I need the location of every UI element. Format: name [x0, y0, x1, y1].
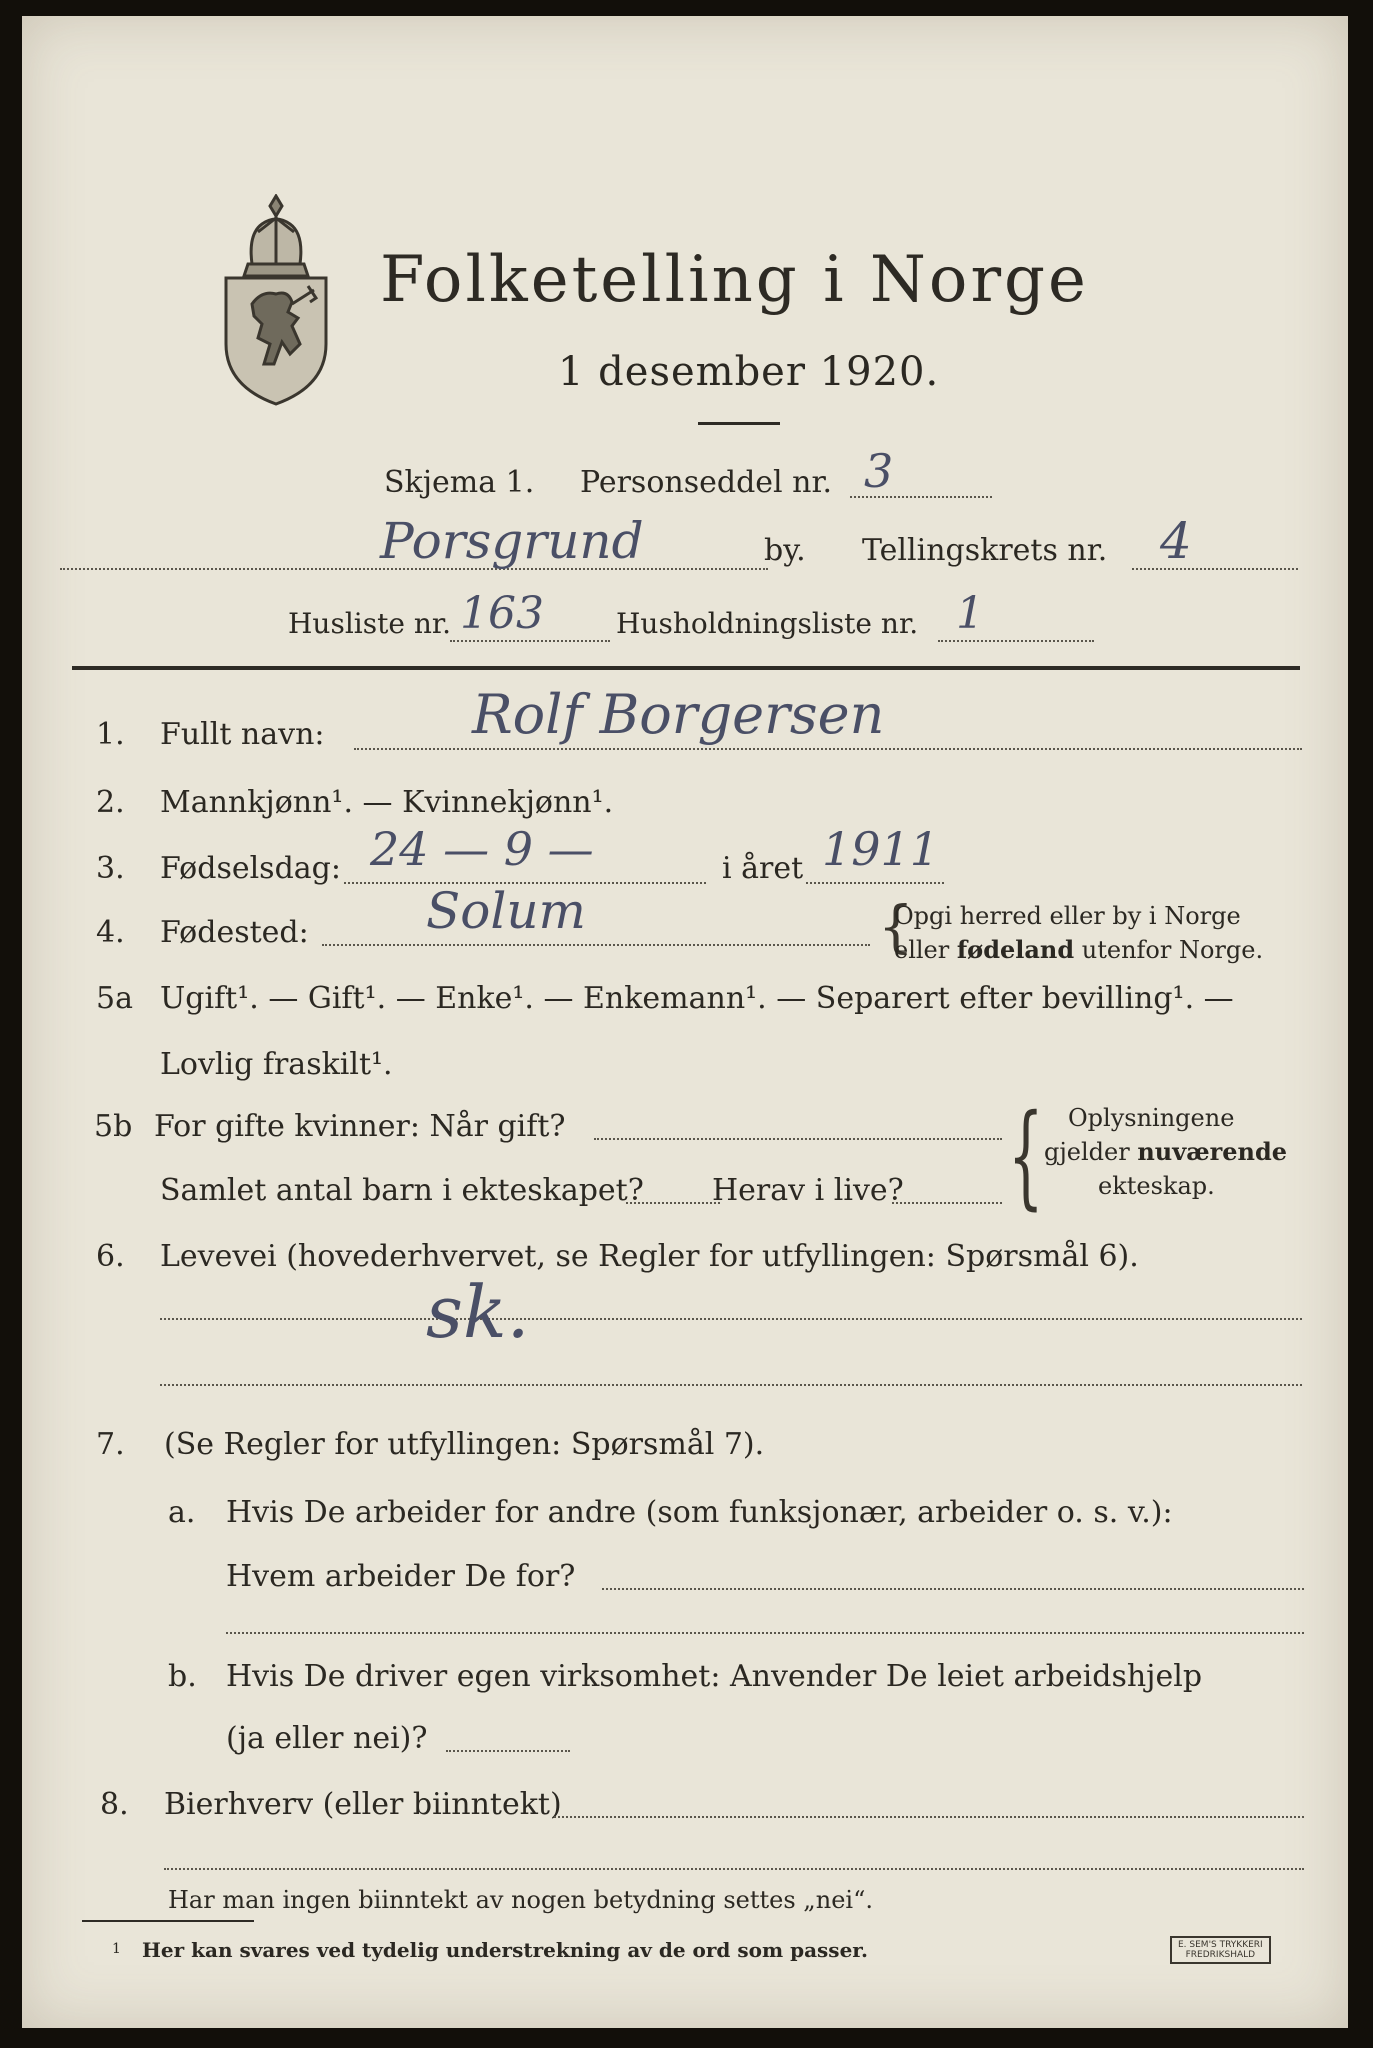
q4-note-line2: eller fødeland utenfor Norge. [894, 935, 1264, 964]
census-form-page [22, 16, 1348, 2028]
q5a-label: Ugift¹. — Gift¹. — Enke¹. — Enkemann¹. — Separert efter bevilling¹. — [160, 981, 1234, 1016]
husliste-label: Husliste nr. [288, 607, 452, 640]
q1-label: Fullt navn: [160, 717, 325, 752]
q3-label: Fødselsdag: [160, 851, 341, 886]
q1-number: 1. [96, 717, 125, 752]
q7a-letter: a. [168, 1495, 196, 1530]
q8-line-2 [164, 1868, 1304, 1870]
q5b-note-line3: ekteskap. [1098, 1172, 1215, 1200]
q7a-label: Hvis De arbeider for andre (som funksjonær, arbeider o. s. v.): [226, 1495, 1173, 1530]
q4-line [322, 944, 870, 946]
husliste-line [450, 640, 610, 642]
footnote-divider [82, 1920, 254, 1922]
by-label: by. [764, 533, 806, 568]
footnote-text: Her kan svares ved tydelig understrekning av de ord som passer. [142, 1938, 868, 1962]
header-divider [72, 666, 1300, 670]
census-date: 1 desember 1920. [558, 349, 940, 395]
q7a-line-1 [602, 1588, 1304, 1590]
q6-number: 6. [96, 1239, 125, 1274]
printer-stamp: E. SEM'S TRYKKERI FREDRIKSHALD [1170, 1936, 1271, 1964]
q8-line-1 [554, 1816, 1304, 1818]
tellingskrets-line [1132, 568, 1298, 570]
q6-line-2 [160, 1384, 1302, 1386]
q5a-number: 5a [96, 981, 133, 1016]
q4-note-brace: { [878, 895, 914, 960]
husliste-value: 163 [460, 588, 544, 639]
tellingskrets-value: 4 [1160, 512, 1192, 570]
q3-year-line [806, 882, 944, 884]
q7a-line-2 [226, 1632, 1304, 1634]
footnote-marker: 1 [112, 1941, 121, 1957]
personseddel-value: 3 [864, 444, 894, 498]
q5b-label: For gifte kvinner: Når gift? [154, 1109, 566, 1144]
title-divider [698, 422, 780, 425]
q3-number: 3. [96, 851, 125, 886]
q7-number: 7. [96, 1427, 125, 1462]
q8-label: Bierhverv (eller biinntekt) [164, 1787, 562, 1822]
form-title: Folketelling i Norge [380, 243, 1089, 317]
q5a-label-continued: Lovlig fraskilt¹. [160, 1047, 393, 1082]
birthplace-value: Solum [426, 882, 586, 940]
q7b-line [446, 1750, 570, 1752]
place-value: Porsgrund [380, 512, 644, 570]
q7b-question: (ja eller nei)? [226, 1721, 428, 1756]
q5b-when-line [594, 1138, 1002, 1140]
occupation-value: sk. [426, 1270, 530, 1354]
q8-note: Har man ingen biinntekt av nogen betydning settes „nei“. [168, 1886, 873, 1914]
q4-note-line1: Opgi herred eller by i Norge [894, 902, 1241, 930]
q1-line [354, 748, 1302, 750]
birth-date-value: 24 — 9 — [370, 822, 594, 876]
husholdningsliste-value: 1 [956, 588, 984, 639]
q4-number: 4. [96, 915, 125, 950]
q7b-letter: b. [168, 1659, 197, 1694]
q5b-children-line [626, 1202, 720, 1204]
q2-number: 2. [96, 785, 125, 820]
tellingskrets-label: Tellingskrets nr. [862, 533, 1108, 568]
q2-label: Mannkjønn¹. — Kvinnekjønn¹. [160, 785, 614, 820]
q5b-number: 5b [94, 1109, 133, 1144]
q5b-note-line1: Oplysningene [1068, 1104, 1235, 1132]
q5b-alive-label: Herav i live? [712, 1173, 904, 1208]
q5b-alive-line [892, 1202, 1002, 1204]
q5b-children-label: Samlet antal barn i ekteskapet? [160, 1173, 644, 1208]
q4-label: Fødested: [160, 915, 309, 950]
birth-year-value: 1911 [822, 822, 940, 876]
q6-label: Levevei (hovederhvervet, se Regler for utfyllingen: Spørsmål 6). [160, 1239, 1139, 1274]
norwegian-coat-of-arms-icon [218, 194, 334, 408]
personseddel-label: Personseddel nr. [580, 465, 833, 500]
q5b-note-brace: { [1008, 1091, 1044, 1221]
husholdningsliste-label: Husholdningsliste nr. [616, 607, 919, 640]
q3-year-label: i året [722, 851, 804, 886]
schema-label: Skjema 1. [384, 465, 535, 500]
q5b-note-line2: gjelder nuværende [1044, 1137, 1288, 1166]
q7-label: (Se Regler for utfyllingen: Spørsmål 7). [164, 1427, 765, 1462]
q7b-label: Hvis De driver egen virksomhet: Anvender De leiet arbeidshjelp [226, 1659, 1203, 1694]
full-name-value: Rolf Borgersen [472, 683, 885, 746]
q7a-question: Hvem arbeider De for? [226, 1559, 576, 1594]
husholdningsliste-line [938, 640, 1094, 642]
q8-number: 8. [100, 1787, 129, 1822]
q6-line-1 [160, 1318, 1302, 1320]
